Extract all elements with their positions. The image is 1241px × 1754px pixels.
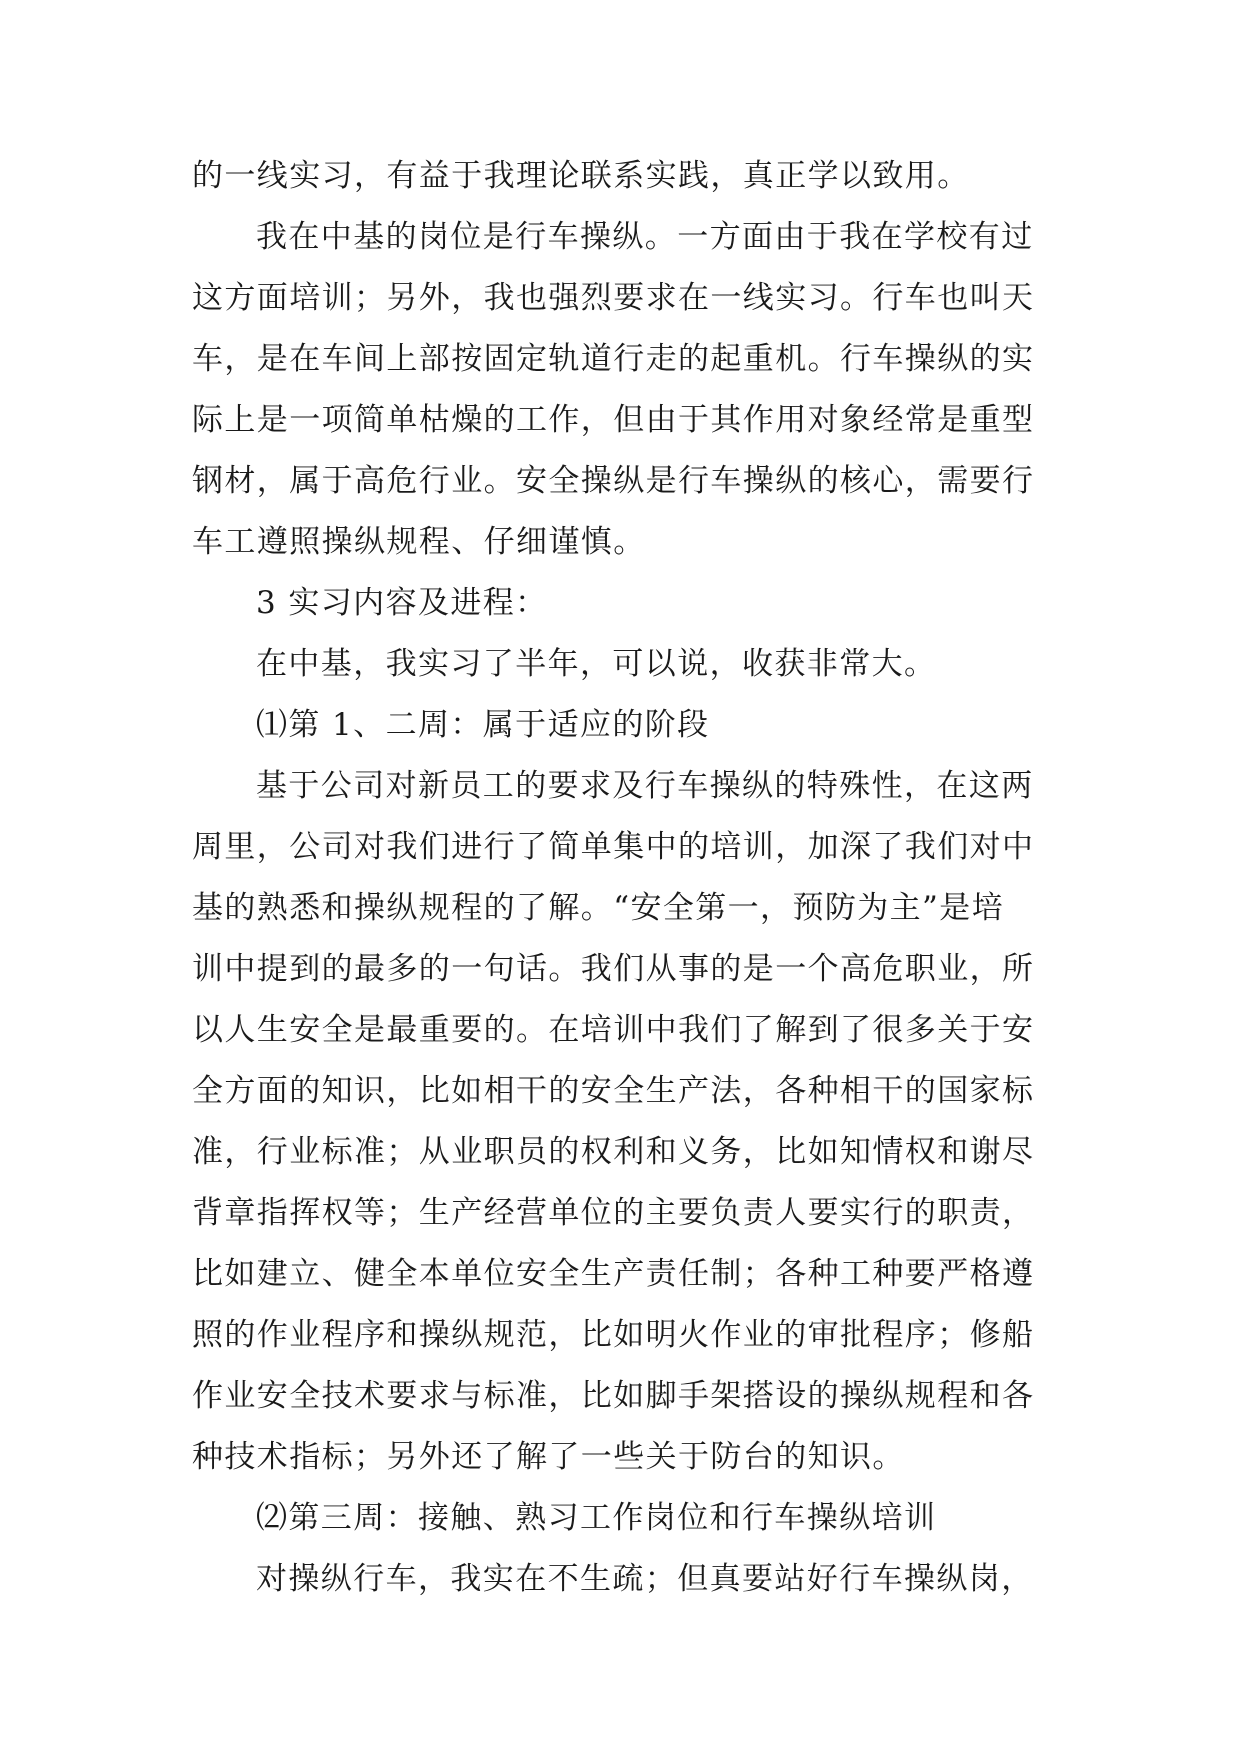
text-line-7: 车工遵照操纵规程、仔细谨慎。 [192, 524, 646, 560]
text-line-12: 周里，公司对我们进行了简单集中的培训，加深了我们对中 [192, 829, 1035, 865]
text-line-15: 以人生安全是最重要的。在培训中我们了解到了很多关于安 [192, 1012, 1035, 1048]
text-line-5: 际上是一项简单枯燥的工作，但由于其作用对象经常是重型 [192, 402, 1035, 438]
text-line-1: 的一线实习，有益于我理论联系实践，真正学以致用。 [192, 158, 970, 194]
subheading-week-3: ⑵第三周：接触、熟习工作岗位和行车操纵培训 [256, 1500, 937, 1536]
text-line-21: 作业安全技术要求与标准，比如脚手架搭设的操纵规程和各 [192, 1378, 1035, 1414]
subheading-week-1-2: ⑴第 1、二周：属于适应的阶段 [256, 707, 710, 743]
text-line-3: 这方面培训；另外，我也强烈要求在一线实习。行车也叫天 [192, 280, 1035, 316]
text-line-11: 基于公司对新员工的要求及行车操纵的特殊性，在这两 [256, 768, 1034, 804]
text-line-2: 我在中基的岗位是行车操纵。一方面由于我在学校有过 [256, 219, 1034, 255]
text-line-13: 基的熟悉和操纵规程的了解。“安全第一，预防为主”是培 [192, 890, 1005, 926]
text-line-14: 训中提到的最多的一句话。我们从事的是一个高危职业，所 [192, 951, 1035, 987]
text-line-6: 钢材，属于高危行业。安全操纵是行车操纵的核心，需要行 [192, 463, 1035, 499]
text-line-17: 准，行业标准；从业职员的权利和义务，比如知情权和谢尽 [192, 1134, 1035, 1170]
text-line-4: 车，是在车间上部按固定轨道行走的起重机。行车操纵的实 [192, 341, 1035, 377]
text-line-24: 对操纵行车，我实在不生疏；但真要站好行车操纵岗， [256, 1561, 1034, 1597]
text-line-22: 种技术指标；另外还了解了一些关于防台的知识。 [192, 1439, 905, 1475]
text-line-9: 在中基，我实习了半年，可以说，收获非常大。 [256, 646, 937, 682]
section-heading: 3 实习内容及进程： [256, 585, 548, 621]
text-line-19: 比如建立、健全本单位安全生产责任制；各种工种要严格遵 [192, 1256, 1035, 1292]
text-line-18: 背章指挥权等；生产经营单位的主要负责人要实行的职责， [192, 1195, 1035, 1231]
text-line-20: 照的作业程序和操纵规范，比如明火作业的审批程序；修船 [192, 1317, 1035, 1353]
text-line-16: 全方面的知识，比如相干的安全生产法，各种相干的国家标 [192, 1073, 1035, 1109]
